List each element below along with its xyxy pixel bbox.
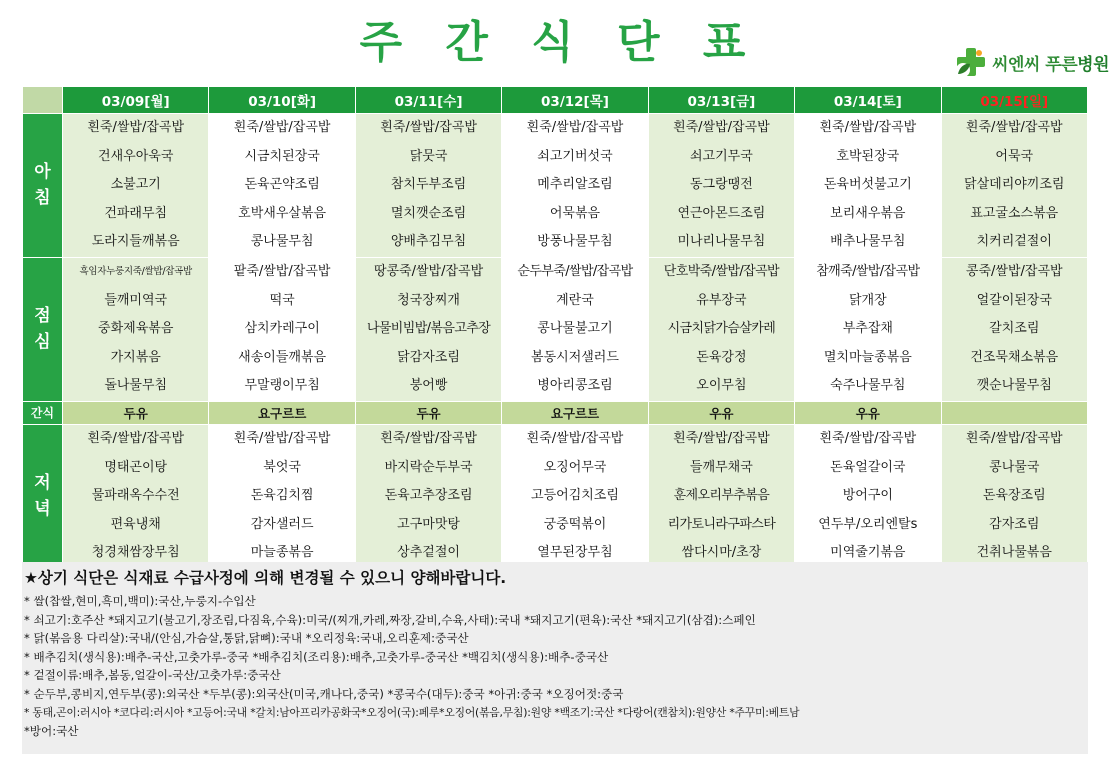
- breakfast-cell: 흰죽/쌀밥/잡곡밥 건새우아욱국 소불고기 건파래무침 도라지들깨볶음: [63, 114, 209, 258]
- change-notice: ★상기 식단은 식재료 수급사정에 의해 변경될 수 있으니 양해바랍니다.: [24, 569, 507, 587]
- snack-cell: [941, 401, 1087, 424]
- hospital-logo: [954, 42, 1109, 82]
- breakfast-cell: 흰죽/쌀밥/잡곡밥 쇠고기무국 동그랑땡전 연근아몬드조림 미나리나물무침: [648, 114, 794, 258]
- lunch-cell: 순두부죽/쌀밥/잡곡밥 계란국 콩나물불고기 봄동시저샐러드 병아리콩조림: [502, 257, 648, 401]
- breakfast-row: [23, 114, 1088, 258]
- date-header: 03/11[수]: [355, 87, 501, 114]
- snack-row: [23, 401, 1088, 424]
- breakfast-label: 아 침: [23, 114, 63, 258]
- lunch-label: 점 심: [23, 257, 63, 401]
- origin-note: * 동태,곤이:러시아 *코다리:러시아 *고등어:국내 *갈치:남아프리카공화국*오징어(국):페루*오징어(볶음,무침):원양 *백조기:국산 *다랑어(캔참치):원양산 *주꾸미:베트남: [24, 705, 800, 719]
- snack-cell: 요구르트: [209, 401, 355, 424]
- breakfast-cell: 흰죽/쌀밥/잡곡밥 어묵국 닭살데리야끼조림 표고굴소스볶음 치커리겉절이: [941, 114, 1087, 258]
- breakfast-cell: 흰죽/쌀밥/잡곡밥 닭뭇국 참치두부조림 멸치깻순조림 양배추김무침: [355, 114, 501, 258]
- dinner-cell: 흰죽/쌀밥/잡곡밥 돈육얼갈이국 방어구이 연두부/오리엔탈s 미역줄기볶음: [795, 424, 941, 568]
- breakfast-cell: 흰죽/쌀밥/잡곡밥 쇠고기버섯국 메추리알조림 어묵볶음 방풍나물무침: [502, 114, 648, 258]
- weekly-menu-table: [22, 86, 1088, 569]
- origin-note: * 닭(볶음용 다리살):국내/(안심,가슴살,통닭,닭뼈):국내 *오리정육:국내,오리훈제:중국산: [24, 631, 469, 646]
- hospital-name: [992, 50, 1109, 75]
- date-header-row: [23, 87, 1088, 114]
- breakfast-cell: 흰죽/쌀밥/잡곡밥 호박된장국 돈육버섯불고기 보리새우볶음 배추나물무침: [795, 114, 941, 258]
- lunch-cell: 단호박죽/쌀밥/잡곡밥 유부장국 시금치닭가슴살카레 돈육강정 오이무침: [648, 257, 794, 401]
- date-header: 03/13[금]: [648, 87, 794, 114]
- snack-cell: 요구르트: [502, 401, 648, 424]
- breakfast-cell: 흰죽/쌀밥/잡곡밥 시금치된장국 돈육곤약조림 호박새우살볶음 콩나물무침: [209, 114, 355, 258]
- dinner-row: [23, 424, 1088, 568]
- date-header: 03/10[화]: [209, 87, 355, 114]
- origin-note: * 순두부,콩비지,연두부(콩):외국산 *두부(콩):외국산(미국,캐나다,중국) *콩국수(대두):중국 *아귀:중국 *오징어젓:중국: [24, 686, 624, 701]
- notes-panel: [22, 562, 1088, 754]
- origin-note: * 겉절이류:배추,봄동,얼갈이-국산/고춧가루:중국산: [24, 668, 281, 683]
- snack-cell: 우유: [648, 401, 794, 424]
- dinner-cell: 흰죽/쌀밥/잡곡밥 오징어무국 고등어김치조림 궁중떡볶이 열무된장무침: [502, 424, 648, 568]
- origin-note: * 쌀(찹쌀,현미,흑미,백미):국산,누룽지-수입산: [24, 594, 256, 608]
- date-header: 03/12[목]: [502, 87, 648, 114]
- date-header: 03/14[토]: [795, 87, 941, 114]
- dinner-cell: 흰죽/쌀밥/잡곡밥 바지락순두부국 돈육고추장조림 고구마맛탕 상추겉절이: [355, 424, 501, 568]
- corner-cell: [23, 87, 63, 114]
- snack-cell: 두유: [63, 401, 209, 424]
- lunch-row: [23, 257, 1088, 401]
- hospital-brand: 씨엔씨 푸른: [992, 54, 1078, 75]
- lunch-cell: 땅콩죽/쌀밥/잡곡밥 청국장찌개 나물비빔밥/볶음고추장 닭감자조림 붕어빵: [355, 257, 501, 401]
- dinner-cell: 흰죽/쌀밥/잡곡밥 북엇국 돈육김치찜 감자샐러드 마늘종볶음: [209, 424, 355, 568]
- origin-note: *방어:국산: [24, 724, 79, 739]
- page-title: 주 간 식 단 표: [359, 17, 760, 68]
- date-header-sunday: 03/15[일]: [941, 87, 1087, 114]
- lunch-cell: 참깨죽/쌀밥/잡곡밥 닭개장 부추잡채 멸치마늘종볶음 숙주나물무침: [795, 257, 941, 401]
- dinner-cell: 흰죽/쌀밥/잡곡밥 명태곤이탕 물파래옥수수전 편육냉채 청경채쌈장무침: [63, 424, 209, 568]
- snack-cell: 두유: [355, 401, 501, 424]
- dinner-cell: 흰죽/쌀밥/잡곡밥 들깨무채국 훈제오리부추볶음 리가토니라구파스타 쌈다시마/초장: [648, 424, 794, 568]
- date-header: 03/09[월]: [63, 87, 209, 114]
- plus-leaf-logo-icon: [954, 45, 988, 79]
- dinner-cell: 흰죽/쌀밥/잡곡밥 콩나물국 돈육장조림 감자조림 건취나물볶음: [941, 424, 1087, 568]
- origin-note: * 배추김치(생식용):배추-국산,고춧가루-중국 *배추김치(조리용):배추,고춧가루-중국산 *백김치(생식용):배추-중국산: [24, 649, 609, 664]
- dinner-label: 저 녁: [23, 424, 63, 568]
- snack-cell: 우유: [795, 401, 941, 424]
- lunch-cell: 콩죽/쌀밥/잡곡밥 얼갈이된장국 갈치조림 건조묵채소볶음 깻순나물무침: [941, 257, 1087, 401]
- hospital-suffix: 병원: [1077, 54, 1109, 75]
- origin-note: * 쇠고기:호주산 *돼지고기(불고기,장조림,다짐육,수육):미국/(찌개,카레,짜장,갈비,수육,사태):국내 *돼지고기(편육):국산 *돼지고기(삼겹):스페인: [24, 612, 756, 627]
- lunch-cell: 흑임자누룽지죽/쌀밥/잡곡밥 들깨미역국 중화제육볶음 가지볶음 돌나물무침: [63, 257, 209, 401]
- lunch-cell: 팥죽/쌀밥/잡곡밥 떡국 삼치카레구이 새송이들깨볶음 무말랭이무침: [209, 257, 355, 401]
- snack-label: 간식: [23, 401, 63, 424]
